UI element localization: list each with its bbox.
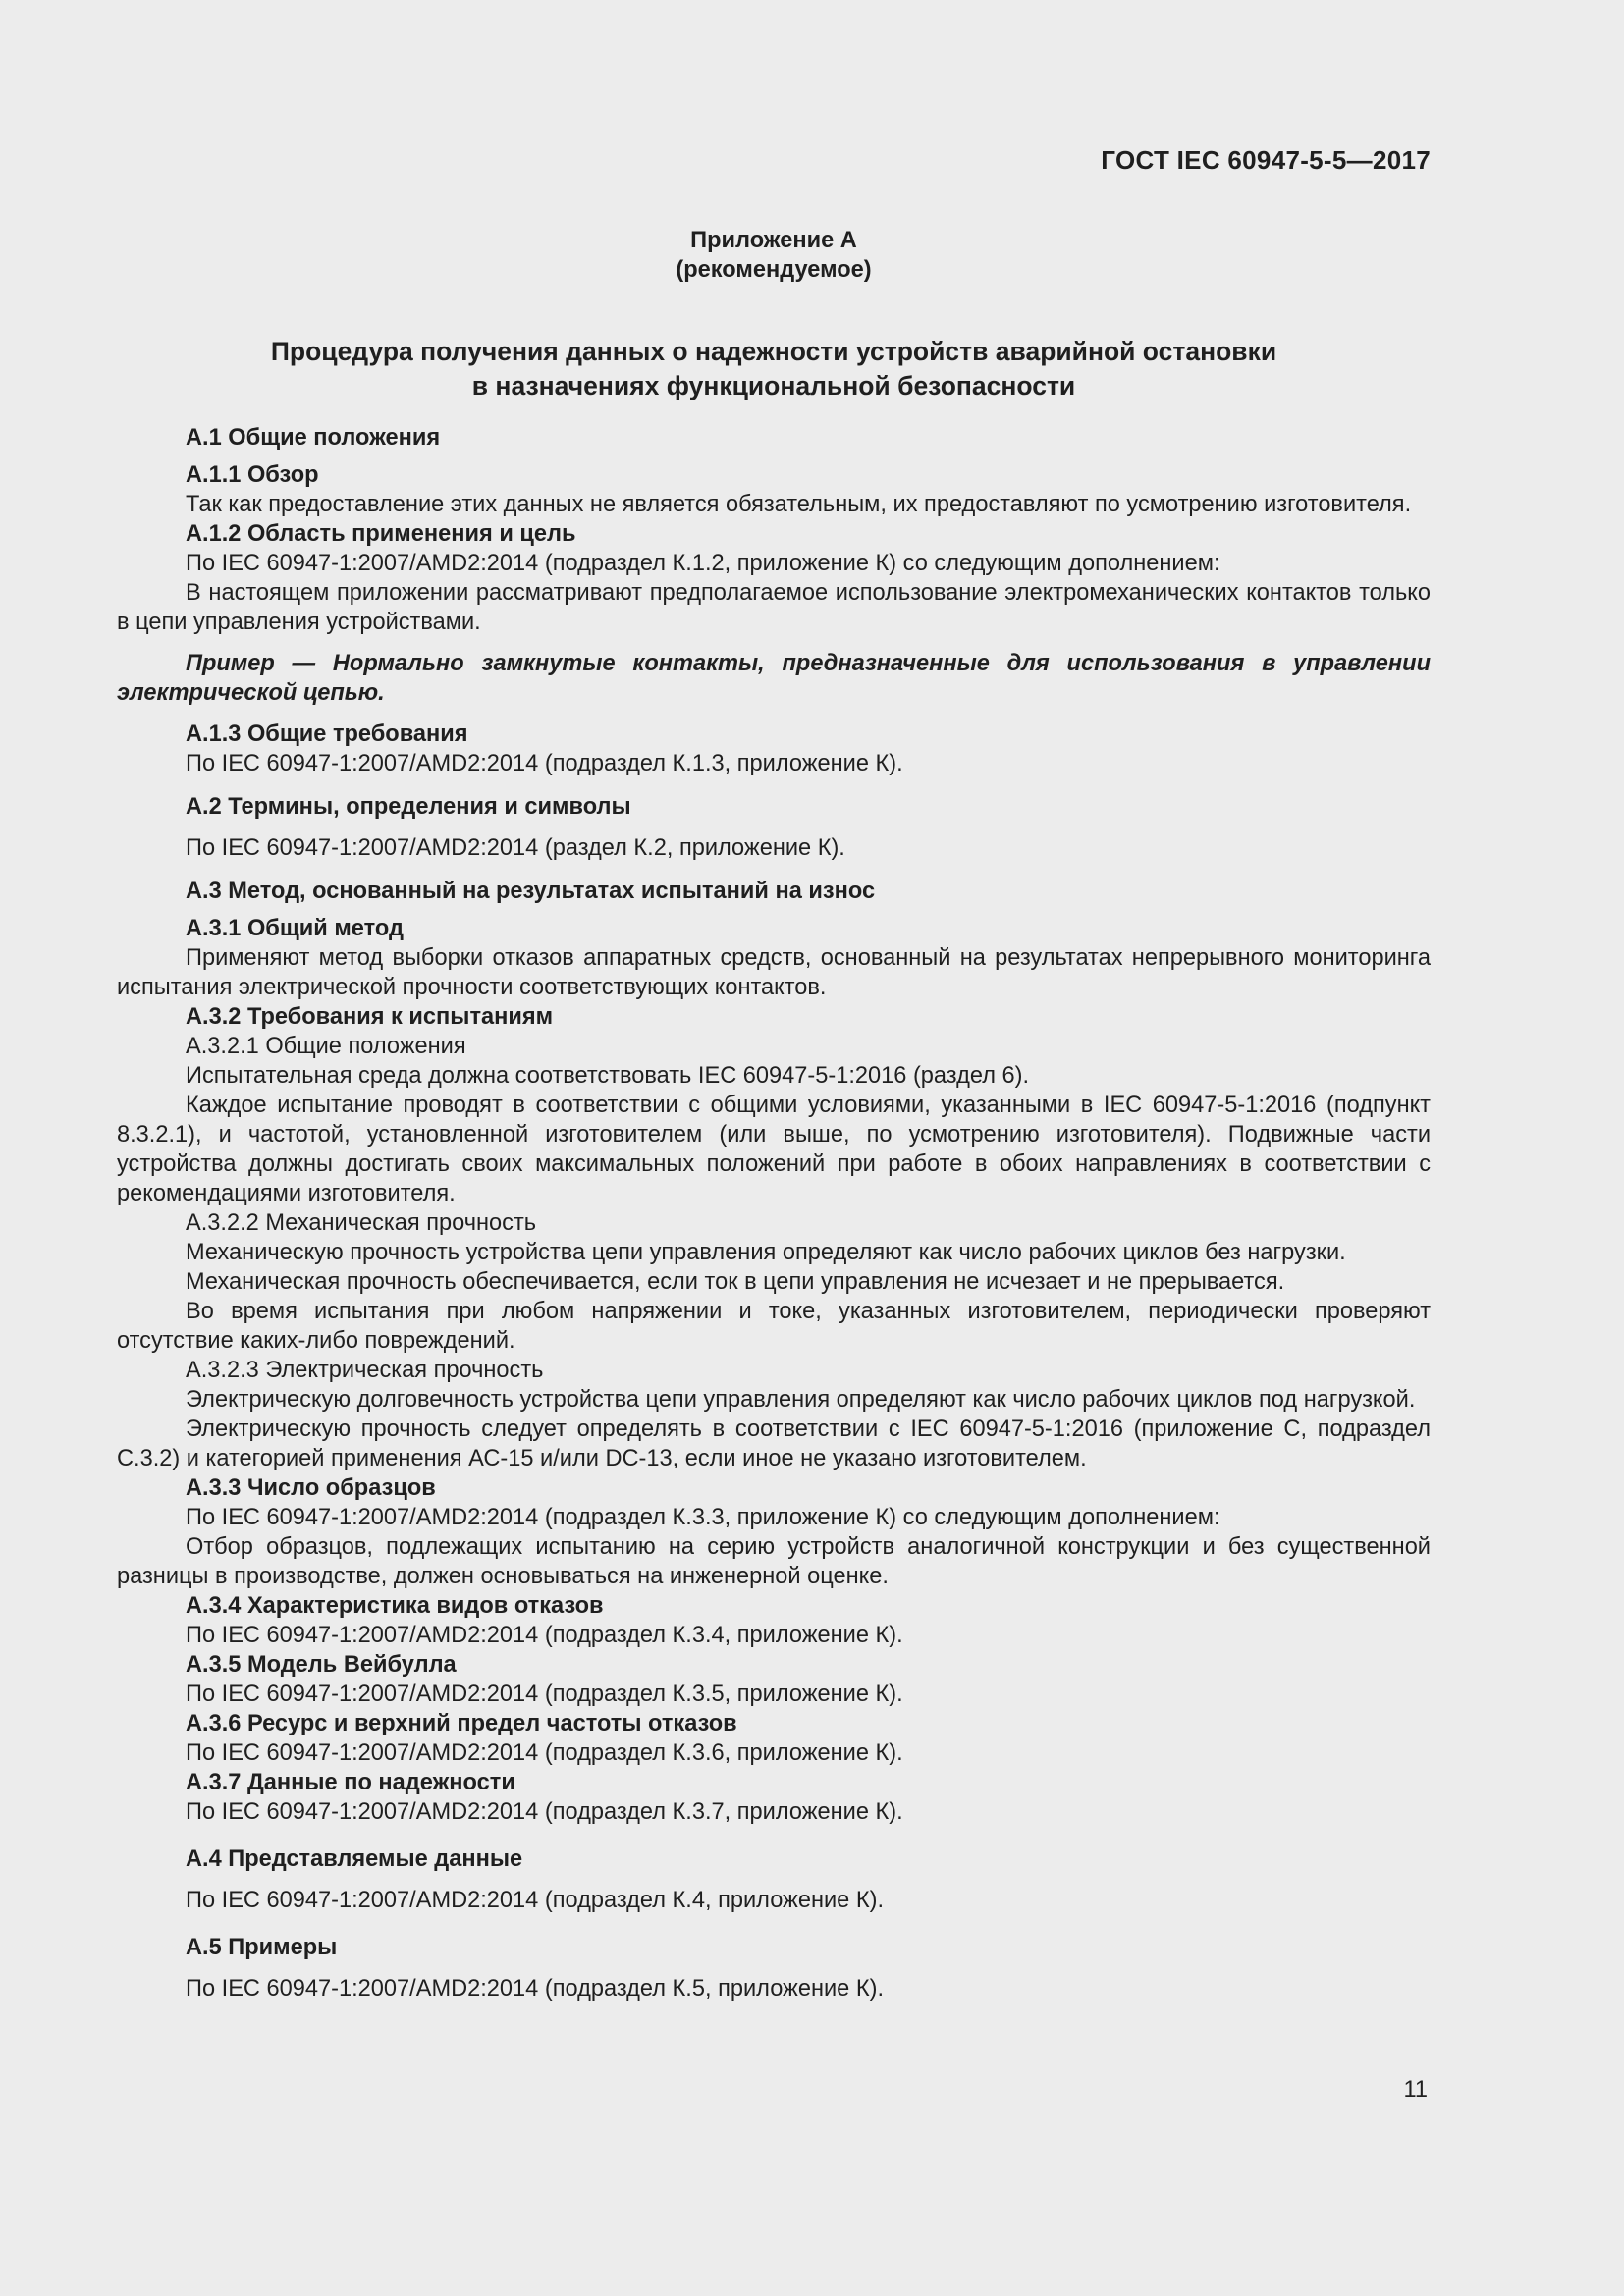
section-heading-a1: А.1 Общие положения: [186, 425, 441, 451]
paragraph-a3-2-2-1: Механическую прочность устройства цепи управления определяют как число рабочих циклов без нагрузки.: [186, 1240, 1346, 1265]
section-heading-a2: А.2 Термины, определения и символы: [186, 794, 631, 820]
example-note: Пример — Нормально замкнутые контакты, предназначенные для использования в управлении электрической цепью.: [117, 651, 1431, 706]
section-heading-a3-7: А.3.7 Данные по надежности: [186, 1770, 515, 1795]
subsection-heading-a3-2-2: А.3.2.2 Механическая прочность: [186, 1210, 537, 1236]
section-heading-a3-1: А.3.1 Общий метод: [186, 916, 404, 941]
section-heading-a3-3: А.3.3 Число образцов: [186, 1475, 436, 1501]
annex-status: (рекомендуемое): [676, 257, 872, 283]
paragraph-a3-1: Применяют метод выборки отказов аппаратных средств, основанный на результатах непрерывного мониторинга испытания электрической прочности соответствующих контактов.: [117, 945, 1431, 1000]
paragraph-a1-2-2: В настоящем приложении рассматривают предполагаемое использование электромеханических контактов только в цепи управления устройствами.: [117, 580, 1431, 635]
document-code-header: ГОСТ IEC 60947-5-5—2017: [1101, 145, 1431, 175]
document-page: [117, 143, 1431, 2003]
paragraph-a3-6: По IEC 60947-1:2007/AMD2:2014 (подраздел К.3.6, приложение К).: [186, 1740, 903, 1766]
section-heading-a1-3: А.1.3 Общие требования: [186, 721, 468, 747]
annex-title: [117, 335, 1431, 403]
section-heading-a1-2: А.1.2 Область применения и цель: [186, 521, 576, 547]
section-heading-a3-4: А.3.4 Характеристика видов отказов: [186, 1593, 604, 1619]
subsection-heading-a3-2-1: А.3.2.1 Общие положения: [186, 1034, 466, 1059]
paragraph-a5: По IEC 60947-1:2007/AMD2:2014 (подраздел К.5, приложение К).: [186, 1976, 885, 2002]
annex-label: Приложение А: [690, 228, 857, 253]
paragraph-a3-2-2-2: Механическая прочность обеспечивается, если ток в цепи управления не исчезает и не прерывается.: [186, 1269, 1285, 1295]
paragraph-a3-2-1-2: Каждое испытание проводят в соответствии с общими условиями, указанными в IEC 60947-5-1:2016 (подпункт 8.3.2.1), и частотой, установленной изготовителем (или выше, по усмотрению изготовителя). Подвижные части устройства должны достигать своих максимальных положений при работе в обоих направлениях в соответствии с рекомендациями изготовителя.: [117, 1093, 1431, 1206]
section-heading-a3-5: А.3.5 Модель Вейбулла: [186, 1652, 457, 1678]
paragraph-a1-1: Так как предоставление этих данных не является обязательным, их предоставляют по усмотрению изготовителя.: [186, 492, 1412, 517]
annex-title-line-1: Процедура получения данных о надежности устройств аварийной остановки: [270, 337, 1277, 366]
section-heading-a3: А.3 Метод, основанный на результатах испытаний на износ: [186, 879, 876, 904]
paragraph-a3-3-2: Отбор образцов, подлежащих испытанию на серию устройств аналогичной конструкции и без существенной разницы в производстве, должен основываться на инженерной оценке.: [117, 1534, 1431, 1589]
annex-heading: [117, 226, 1431, 285]
paragraph-a3-7: По IEC 60947-1:2007/AMD2:2014 (подраздел К.3.7, приложение К).: [186, 1799, 903, 1825]
paragraph-a3-2-1-1: Испытательная среда должна соответствовать IEC 60947-5-1:2016 (раздел 6).: [186, 1063, 1030, 1089]
paragraph-a3-3-1: По IEC 60947-1:2007/AMD2:2014 (подраздел К.3.3, приложение К) со следующим дополнением:: [186, 1505, 1220, 1530]
paragraph-a3-4: По IEC 60947-1:2007/AMD2:2014 (подраздел К.3.4, приложение К).: [186, 1623, 903, 1648]
paragraph-a3-2-3-2: Электрическую прочность следует определять в соответствии с IEC 60947-5-1:2016 (приложение С, подраздел С.3.2) и категорией применения АС-15 и/или DC-13, если иное не указано изготовителем.: [117, 1416, 1431, 1471]
section-heading-a3-2: А.3.2 Требования к испытаниям: [186, 1004, 554, 1030]
subsection-heading-a3-2-3: А.3.2.3 Электрическая прочность: [186, 1358, 544, 1383]
paragraph-a1-2-1: По IEC 60947-1:2007/AMD2:2014 (подраздел К.1.2, приложение К) со следующим дополнением:: [186, 551, 1220, 576]
paragraph-a2: По IEC 60947-1:2007/AMD2:2014 (раздел К.2, приложение К).: [186, 835, 845, 861]
paragraph-a3-5: По IEC 60947-1:2007/AMD2:2014 (подраздел К.3.5, приложение К).: [186, 1682, 903, 1707]
section-heading-a1-1: А.1.1 Обзор: [186, 462, 319, 488]
paragraph-a3-2-2-3: Во время испытания при любом напряжении и токе, указанных изготовителем, периодически проверяют отсутствие каких-либо повреждений.: [117, 1299, 1431, 1354]
section-heading-a5: А.5 Примеры: [186, 1935, 338, 1960]
section-heading-a3-6: А.3.6 Ресурс и верхний предел частоты отказов: [186, 1711, 737, 1736]
page-number: 11: [1403, 2077, 1428, 2103]
paragraph-a3-2-3-1: Электрическую долговечность устройства цепи управления определяют как число рабочих циклов под нагрузкой.: [186, 1387, 1416, 1413]
section-heading-a4: А.4 Представляемые данные: [186, 1846, 523, 1872]
paragraph-a1-3: По IEC 60947-1:2007/AMD2:2014 (подраздел К.1.3, приложение К).: [186, 751, 903, 776]
annex-title-line-2: в назначениях функциональной безопасности: [471, 371, 1076, 400]
paragraph-a4: По IEC 60947-1:2007/AMD2:2014 (подраздел К.4, приложение К).: [186, 1888, 885, 1913]
